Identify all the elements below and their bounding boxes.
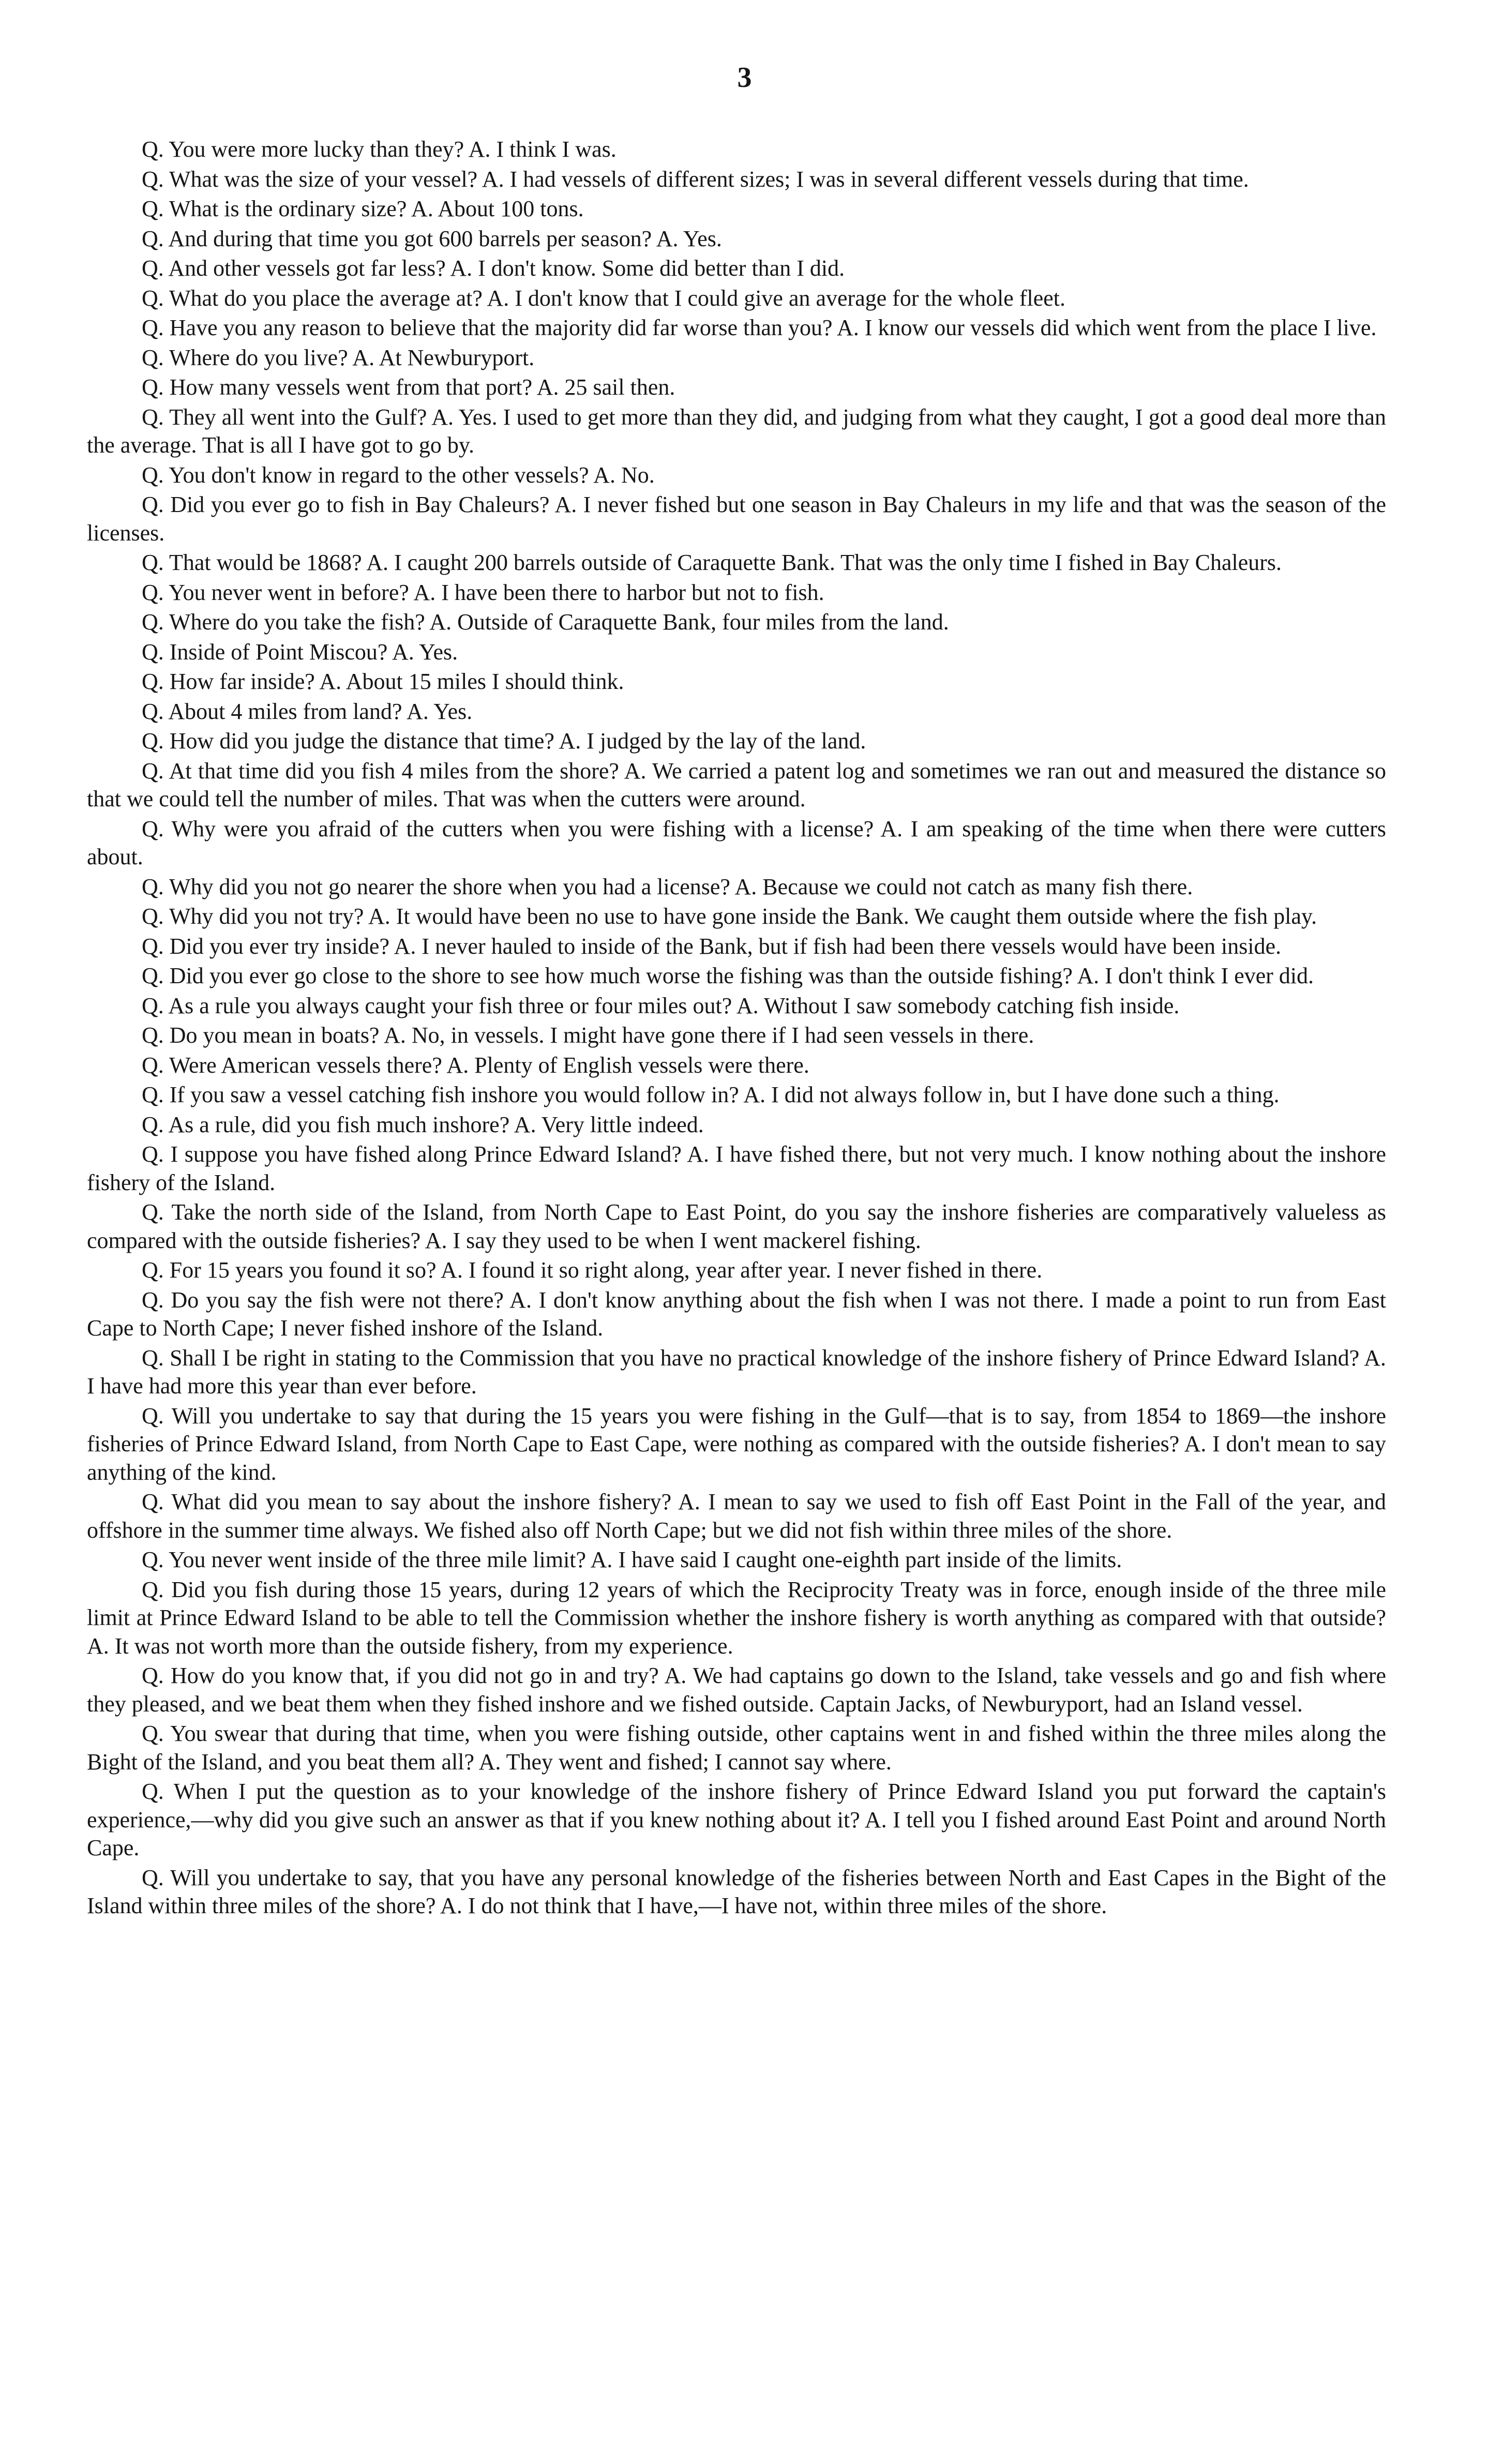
testimony-paragraph: Q. Where do you take the fish? A. Outside of Caraquette Bank, four miles from the land. [142, 609, 949, 635]
testimony-paragraph: Q. As a rule you always caught your fish three or four miles out? A. Without I saw somebody catching fish inside. [142, 993, 1180, 1018]
testimony-paragraph: Q. How did you judge the distance that time? A. I judged by the lay of the land. [142, 728, 866, 754]
testimony-paragraph: Q. As a rule, did you fish much inshore? A. Very little indeed. [142, 1111, 704, 1137]
testimony-paragraph: Q. Why were you afraid of the cutters when you were fishing with a license? A. I am speaking of the time when there were cutters about. [87, 816, 1386, 869]
testimony-paragraph: Q. Why did you not try? A. It would have been no use to have gone inside the Bank. We caught them outside where the fish play. [142, 904, 1317, 929]
testimony-paragraph: Q. They all went into the Gulf? A. Yes. I used to get more than they did, and judging from what they caught, I got a good deal more than the average. That is all I have got to go by. [87, 404, 1386, 458]
testimony-paragraph: Q. At that time did you fish 4 miles from the shore? A. We carried a patent log and sometimes we ran out and measured the distance so that we could tell the number of miles. That was when the cutters were around. [87, 758, 1386, 812]
testimony-paragraph: Q. How far inside? A. About 15 miles I should think. [142, 669, 624, 694]
testimony-paragraph: Q. Inside of Point Miscou? A. Yes. [142, 639, 458, 665]
testimony-paragraph: Q. Will you undertake to say, that you have any personal knowledge of the fisheries between North and East Capes in the Bight of the Island within three miles of the shore? A. I do not think that I have,—I have not, within three miles of the shore. [87, 1865, 1386, 1918]
testimony-paragraph: Q. Where do you live? A. At Newburyport. [142, 344, 535, 370]
testimony-text [87, 136, 1386, 1922]
testimony-paragraph: Q. Were American vessels there? A. Plenty of English vessels were there. [142, 1052, 809, 1078]
testimony-paragraph: Q. You never went in before? A. I have been there to harbor but not to fish. [142, 579, 824, 605]
testimony-paragraph: Q. Take the north side of the Island, from North Cape to East Point, do you say the inshore fisheries are comparatively valueless as compared with the outside fisheries? A. I say they used to be when I went mackerel fishing. [87, 1199, 1386, 1253]
testimony-paragraph: Q. And during that time you got 600 barrels per season? A. Yes. [142, 226, 722, 251]
testimony-paragraph: Q. Do you mean in boats? A. No, in vessels. I might have gone there if I had seen vessels in there. [142, 1023, 1034, 1048]
page-number: 3 [737, 62, 752, 94]
testimony-paragraph: Q. Do you say the fish were not there? A. I don't know anything about the fish when I was not there. I made a point to run from East Cape to North Cape; I never fished inshore of the Island. [87, 1287, 1386, 1341]
testimony-paragraph: Q. Will you undertake to say that during the 15 years you were fishing in the Gulf—that is to say, from 1854 to 1869—the inshore fisheries of Prince Edward Island, from North Cape to East Cape, were nothing as compared with the outside fisheries? A. I don't mean to say anything of the kind. [87, 1403, 1386, 1485]
testimony-paragraph: Q. Shall I be right in stating to the Commission that you have no practical knowledge of the inshore fishery of Prince Edward Island? A. I have had more this year than ever before. [87, 1345, 1386, 1399]
testimony-paragraph: Q. What do you place the average at? A. I don't know that I could give an average for the whole fleet. [142, 285, 1065, 311]
testimony-paragraph: Q. What was the size of your vessel? A. I had vessels of different sizes; I was in several different vessels during that time. [142, 166, 1249, 192]
testimony-paragraph: Q. Did you ever go close to the shore to see how much worse the fishing was than the outside fishing? A. I don't think I ever did. [142, 963, 1314, 988]
testimony-paragraph: Q. Why did you not go nearer the shore when you had a license? A. Because we could not catch as many fish there. [142, 874, 1193, 899]
testimony-paragraph: Q. If you saw a vessel catching fish inshore you would follow in? A. I did not always follow in, but I have done such a thing. [142, 1082, 1280, 1107]
testimony-paragraph: Q. What is the ordinary size? A. About 100 tons. [142, 196, 584, 221]
testimony-paragraph: Q. How many vessels went from that port? A. 25 sail then. [142, 374, 675, 400]
testimony-paragraph: Q. What did you mean to say about the inshore fishery? A. I mean to say we used to fish off East Point in the Fall of the year, and offshore in the summer time always. We fished also off North Cape; but we did not fish within three miles of the shore. [87, 1489, 1386, 1543]
testimony-paragraph: Q. How do you know that, if you did not go in and try? A. We had captains go down to the Island, take vessels and go and fish where they pleased, and we beat them when they fished inshore and we fished outside. Captain Jacks, of Newburyport, had an Island vessel. [87, 1663, 1386, 1717]
testimony-paragraph: Q. Have you any reason to believe that the majority did far worse than you? A. I know our vessels did which went from the place I live. [142, 315, 1377, 340]
testimony-paragraph: Q. For 15 years you found it so? A. I found it so right along, year after year. I never fished in there. [142, 1257, 1043, 1283]
testimony-paragraph: Q. Did you fish during those 15 years, during 12 years of which the Reciprocity Treaty was in force, enough inside of the three mile limit at Prince Edward Island to be able to tell the Commission whether the inshore fishery is worth anything as compared with that outside? A. It was not worth more than the outside fishery, from my experience. [87, 1576, 1386, 1659]
testimony-paragraph: Q. You were more lucky than they? A. I think I was. [142, 137, 616, 162]
testimony-paragraph: Q. Did you ever try inside? A. I never hauled to inside of the Bank, but if fish had been there vessels would have been inside. [142, 933, 1282, 959]
testimony-paragraph: Q. About 4 miles from land? A. Yes. [142, 698, 473, 724]
testimony-paragraph: Q. You swear that during that time, when you were fishing outside, other captains went in and fished within the three miles along the Bight of the Island, and you beat them all? A. They went and fished; I cannot say where. [87, 1721, 1386, 1775]
testimony-paragraph: Q. When I put the question as to your knowledge of the inshore fishery of Prince Edward Island you put forward the captain's experience,—why did you give such an answer as that if you knew nothing about it? A. I tell you I fished around East Point and around North Cape. [87, 1779, 1386, 1860]
testimony-paragraph: Q. You don't know in regard to the other vessels? A. No. [142, 462, 655, 488]
testimony-paragraph: Q. I suppose you have fished along Prince Edward Island? A. I have fished there, but not very much. I know nothing about the inshore fishery of the Island. [87, 1141, 1386, 1195]
testimony-paragraph: Q. Did you ever go to fish in Bay Chaleurs? A. I never fished but one season in Bay Chaleurs in my life and that was the season of the licenses. [87, 492, 1386, 546]
testimony-paragraph: Q. You never went inside of the three mile limit? A. I have said I caught one-eighth part inside of the limits. [142, 1547, 1122, 1572]
testimony-paragraph: Q. That would be 1868? A. I caught 200 barrels outside of Caraquette Bank. That was the only time I fished in Bay Chaleurs. [142, 550, 1282, 575]
testimony-paragraph: Q. And other vessels got far less? A. I don't know. Some did better than I did. [142, 256, 845, 281]
